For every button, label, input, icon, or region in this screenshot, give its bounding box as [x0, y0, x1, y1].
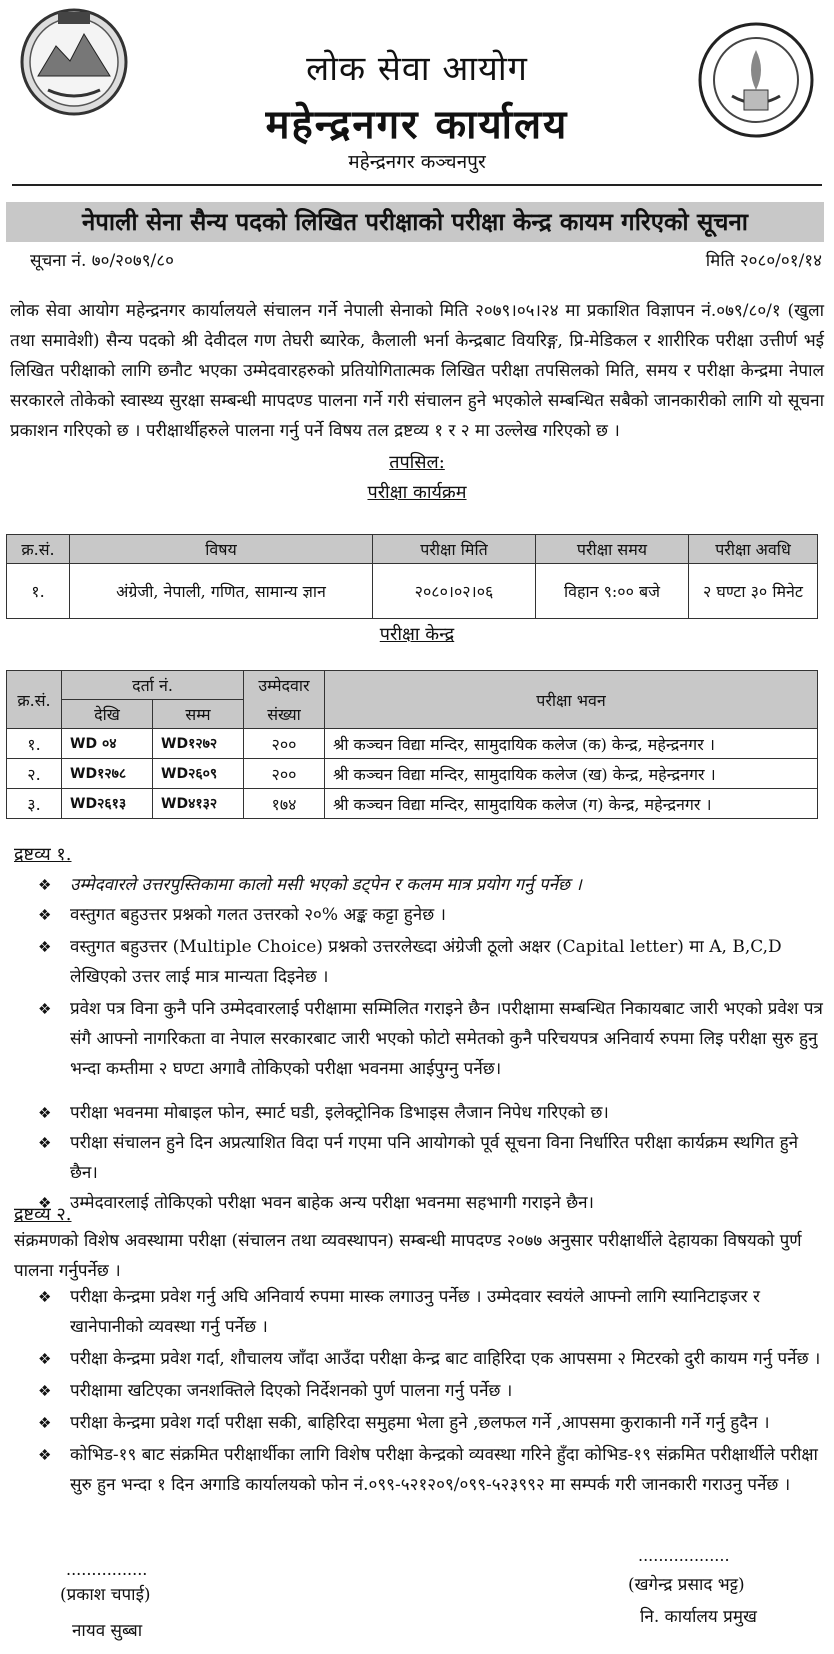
list-item: ❖ परीक्षा भवनमा मोबाइल फोन, स्मार्ट घडी, इलेक्ट्रोनिक डिभाइस लैजान निपेध गरिएको छ। [38, 1098, 824, 1128]
list-item: ❖ परीक्षा केन्द्रमा प्रवेश गर्नु अघि अनिवार्य रुपमा मास्क लगाउनु पर्नेछ । उम्मेदवार स्वयंले आफ्नो लागि स्यानिटाइजर र खानेपानीको व्यवस्था गर्नु पर्नेछ । [38, 1282, 824, 1342]
notice-paragraph: लोक सेवा आयोग महेन्द्रनगर कार्यालयले संचालन गर्ने नेपाली सेनाको मिति २०७९।०५।२४ मा प्रकाशित विज्ञापन नं.०७९/८०/१ (खुला तथा समावेशी) सैन्य पदको श्री देवीदल गण तेघरी ब्यारेक, कैलाली भर्ना केन्द्रबाट वियरिङ्ग, प्रि-मेडिकल र शारीरिक परीक्षा उत्तीर्ण भई लिखित परीक्षाको लागि छनौट भएका उम्मेदवारहरुको प्रतियोगितात्मक लिखित परीक्षा तपसिलको मिति, समय र परीक्षा केन्द्रमा नेपाल सरकारले तोकेको स्वास्थ्य सुरक्षा सम्बन्धी मापदण्ड पालना गर्ने गरी संचालन हुने भएकोले सम्बन्धित सबैको जानकारीको लागि यो सूचना प्रकाशन गरिएको छ । परीक्षार्थीहरुले पालना गर्नु पर्ने विषय तल द्रष्टव्य १ र २ मा उल्लेख गरिएको छ । [10, 301, 824, 441]
centre-count: १७४ [244, 789, 325, 819]
list-item: ❖ वस्तुगत बहुउत्तर (Multiple Choice) प्रश्नको उत्तरलेख्दा अंग्रेजी ठूलो अक्षर (Capital letter) मा A, B,C,D लेखिएको उत्तर लाई मात्र मान्यता दिइनेछ । [38, 932, 824, 992]
header-location: महेन्द्रनगर कञ्चनपुर [348, 151, 486, 173]
schedule-table [6, 534, 818, 619]
note2-title: द्रष्टव्य २. [14, 1204, 72, 1225]
schedule-time: विहान ९:०० बजे [536, 564, 689, 619]
table-row [7, 789, 818, 819]
centre-to: WD४१३२ [153, 789, 244, 819]
centre-sn: १. [7, 729, 62, 759]
header-commission: लोक सेवा आयोग [306, 49, 528, 89]
notice-ref: सूचना नं. ७०/२०७९/८० [30, 251, 174, 271]
schedule-date: २०८०।०२।०६ [373, 564, 536, 619]
tapasil-heading: तपसिल: [389, 452, 445, 473]
centre-header-count1: उम्मेदवार [244, 671, 325, 700]
table-row [7, 759, 818, 789]
right-signatory-title: नि. कार्यालय प्रमुख [640, 1607, 757, 1627]
centre-count: २०० [244, 759, 325, 789]
centre-hall: श्री कञ्चन विद्या मन्दिर, सामुदायिक कलेज (ख) केन्द्र, महेन्द्रनगर । [325, 759, 818, 789]
centre-sn: ३. [7, 789, 62, 819]
schedule-sn: १. [7, 564, 70, 619]
list-item: ❖ प्रवेश पत्र विना कुनै पनि उम्मेदवारलाई परीक्षामा सम्मिलित गराइने छैन ।परीक्षामा सम्बन्धित निकायबाट जारी भएको प्रवेश पत्र संगै आफ्नो नागरिकता वा नेपाल सरकारबाट जारी भएको फोटो समेतको कुनै परिचयपत्र अनिवार्य रुपमा लिइ परीक्षा सुरु हुनु भन्दा कम्तीमा २ घण्टा अगावै तोकिएको परीक्षा भवनमा आईपुग्नु पर्नेछ। [38, 994, 824, 1084]
schedule-header-duration: परीक्षा अवधि [689, 535, 818, 564]
list-item: ❖ कोभिड-१९ बाट संक्रमित परीक्षार्थीका लागि विशेष परीक्षा केन्द्रको व्यवस्था गरिने हुँदा कोभिड-१९ संक्रमित परीक्षार्थीले परीक्षा सुरु हुन भन्दा १ दिन अगाडि कार्यालयको फोन नं.०९९-५२१२०९/०९९-५२३९९२ मा सम्पर्क गरी जानकारी गराउनु पर्नेछ । [38, 1440, 824, 1500]
list-item: ❖ वस्तुगत बहुउत्तर प्रश्नको गलत उत्तरको २०% अङ्क कट्टा हुनेछ । [38, 900, 824, 930]
header-office: महेन्द्रनगर कार्यालय [265, 101, 569, 148]
centre-from: WD ०४ [62, 729, 153, 759]
note2-list [38, 1282, 824, 1500]
centre-header-hall: परीक्षा भवन [325, 671, 818, 729]
list-item: ❖ परीक्षा संचालन हुने दिन अप्रत्याशित विदा पर्न गएमा पनि आयोगको पूर्व सूचना विना निर्धारित परीक्षा कार्यक्रम स्थगित हुने छैन। [38, 1128, 824, 1188]
list-item: ❖ परीक्षा केन्द्रमा प्रवेश गर्दा परीक्षा सकी, बाहिरिदा समुहमा भेला हुने ,छलफल गर्ने ,आपसमा कुराकानी गर्ने गर्नु हुदैन । [38, 1408, 824, 1438]
centre-hall: श्री कञ्चन विद्या मन्दिर, सामुदायिक कलेज (क) केन्द्र, महेन्द्रनगर । [325, 729, 818, 759]
centre-count: २०० [244, 729, 325, 759]
note1-title: द्रष्टव्य १. [14, 844, 72, 865]
note1-list [38, 870, 824, 1218]
left-signatory-title: नायव सुब्बा [72, 1621, 143, 1641]
centre-from: WD१२७८ [62, 759, 153, 789]
right-signature-line: .................. [638, 1546, 730, 1565]
centre-from: WD२६१३ [62, 789, 153, 819]
schedule-header-date: परीक्षा मिति [373, 535, 536, 564]
centre-to: WD१२७२ [153, 729, 244, 759]
header-divider [12, 184, 822, 186]
note2-intro: संक्रमणको विशेष अवस्थामा परीक्षा (संचालन तथा व्यवस्थापन) सम्बन्धी मापदण्ड २०७७ अनुसार परीक्षार्थीले देहायका विषयको पुर्ण पालना गर्नुपर्नेछ । [14, 1231, 802, 1281]
notice-title: नेपाली सेना सैन्य पदको लिखित परीक्षाको परीक्षा केन्द्र कायम गरिएको सूचना [6, 202, 824, 242]
centre-hall: श्री कञ्चन विद्या मन्दिर, सामुदायिक कलेज (ग) केन्द्र, महेन्द्रनगर । [325, 789, 818, 819]
notice-date: मिति २०८०/०१/१४ [705, 251, 822, 271]
list-item: ❖ उम्मेदवारले उत्तरपुस्तिकामा कालो मसी भएको डट्पेन र कलम मात्र प्रयोग गर्नु पर्नेछ । [38, 870, 824, 900]
schedule-header-subject: विषय [70, 535, 373, 564]
list-item: ❖ उम्मेदवारलाई तोकिएको परीक्षा भवन बाहेक अन्य परीक्षा भवनमा सहभागी गराइने छैन। [38, 1188, 824, 1218]
centre-table [6, 670, 818, 819]
left-signatory-name: (प्रकाश चपाई) [60, 1585, 151, 1605]
centre-heading: परीक्षा केन्द्र [379, 624, 455, 645]
centre-sn: २. [7, 759, 62, 789]
list-item: ❖ परीक्षामा खटिएका जनशक्तिले दिएको निर्देशनको पुर्ण पालना गर्नु पर्नेछ । [38, 1376, 824, 1406]
centre-header-roll: दर्ता नं. [62, 671, 244, 700]
schedule-duration: २ घण्टा ३० मिनेट [689, 564, 818, 619]
schedule-subject: अंग्रेजी, नेपाली, गणित, सामान्य ज्ञान [70, 564, 373, 619]
table-row [7, 729, 818, 759]
list-item: ❖ परीक्षा केन्द्रमा प्रवेश गर्दा, शौचालय जाँदा आउँदा परीक्षा केन्द्र बाट वाहिरिदा एक आपसमा २ मिटरको दुरी कायम गर्नु पर्नेछ । [38, 1344, 824, 1374]
centre-header-count2: संख्या [244, 700, 325, 729]
schedule-header-time: परीक्षा समय [536, 535, 689, 564]
right-signatory-name: (खगेन्द्र प्रसाद भट्ट) [628, 1575, 745, 1595]
centre-header-from: देखि [62, 700, 153, 729]
schedule-heading: परीक्षा कार्यक्रम [367, 482, 467, 503]
centre-header-sn: क्र.सं. [7, 671, 62, 729]
centre-header-to: सम्म [153, 700, 244, 729]
centre-to: WD२६०९ [153, 759, 244, 789]
left-signature-line: ................ [66, 1560, 148, 1579]
schedule-header-sn: क्र.सं. [7, 535, 70, 564]
table-row [7, 564, 818, 619]
